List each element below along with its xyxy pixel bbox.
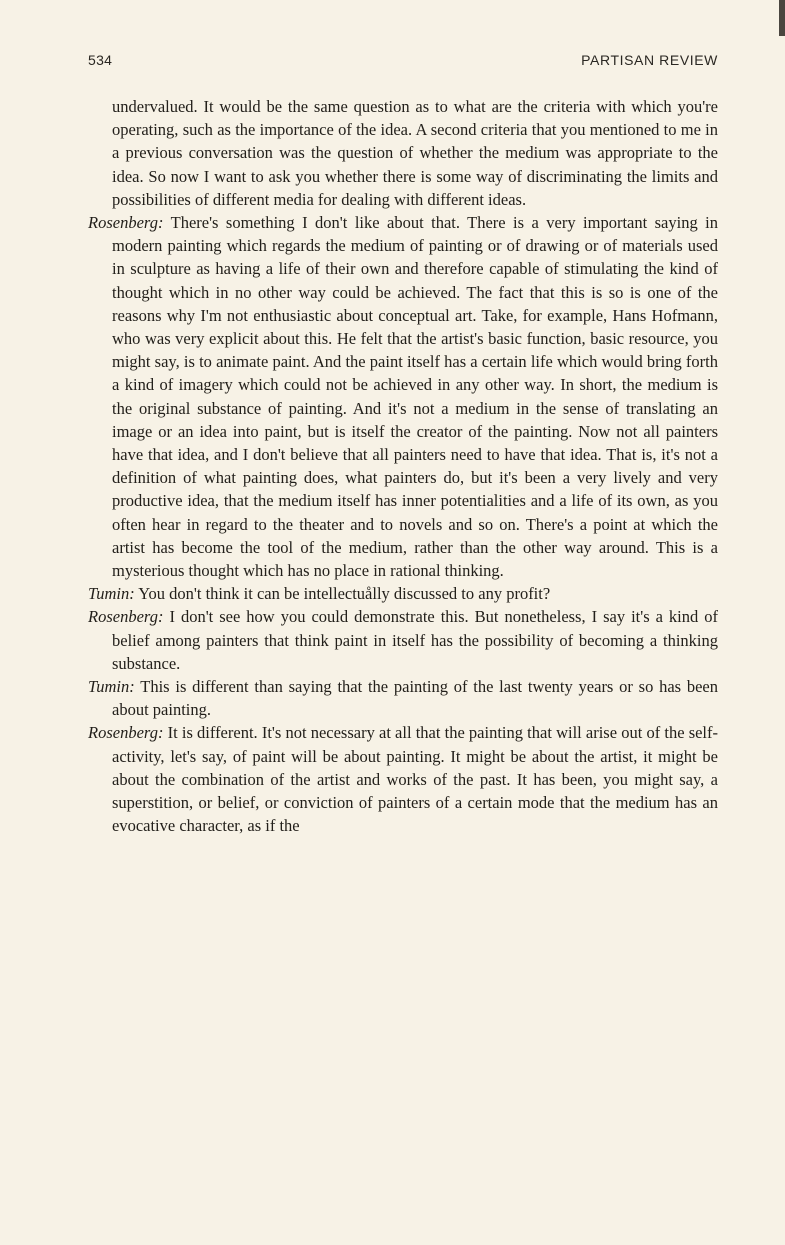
paragraph-text: It is different. It's not necessary at all that the painting that will arise out of the self-activity, let's say, of paint will be about painting. It might be about the artist, it might be about the combination of the artist and works of the past. It has been, you might say, a superstition, or belief, or conviction of painters of a certain mode that the medium has an evocative character, as if the [112, 723, 719, 836]
speaker-name: Tumin: [88, 677, 135, 697]
speaker-name: Tumin: [88, 584, 135, 604]
page-number: 534 [88, 52, 113, 68]
paragraph [88, 211, 718, 582]
paragraph-text: undervalued. It would be the same question as to what are the criteria with which you're operating, such as the importance of the idea. A second criteria that you mentioned to me in a previous conversation was the question of whether the medium was appropriate to the idea. So now I want to ask you whether there is some way of discriminating the limits and possibilities of different media for dealing with different ideas. [112, 97, 718, 209]
paragraph [88, 721, 718, 837]
paragraph-text: There's something I don't like about that. There is a very important saying in modern painting which regards the medium of painting or of drawing or of materials used in sculpture as having a life of their own and therefore capable of stimulating the kind of thought which in no other way could be achieved. The fact that this is so is one of the reasons why I'm not enthusiastic about conceptual art. Take, for example, Hans Hofmann, who was very explicit about this. He felt that the artist's basic function, basic resource, you might say, is to animate paint. And the paint itself has a certain life which would bring forth a kind of imagery which could not be achieved in any other way. In short, the medium is the original substance of painting. And it's not a medium in the sense of translating an image or an idea into paint, but is itself the creator of the painting. Now not all painters have that idea, and I don't believe that all painters need to have that idea. That is, it's not a definition of what painting does, what painters do, but it's been a very lively and very productive idea, that the medium itself has inner potentialities and a life of its own, as you often hear in regard to the theater and to novels and so on. There's a point at which the artist has become the tool of the medium, rather than the other way around. This is a mysterious thought which has no place in rational thinking. [112, 213, 718, 581]
paragraph [88, 605, 718, 675]
page-edge-mark [779, 0, 785, 36]
page-header [88, 52, 718, 72]
article-body [88, 95, 718, 838]
paragraph-text: I don't see how you could demonstrate this. But nonetheless, I say it's a kind of belief among painters that think paint in itself has the possibility of becoming a thinking substance. [112, 607, 719, 673]
paragraph [88, 675, 718, 721]
paragraph-text: You don't think it can be intellectuålly discussed to any profit? [138, 584, 551, 604]
speaker-name: Rosenberg: [88, 213, 164, 233]
speaker-name: Rosenberg: [88, 723, 164, 743]
paragraph [88, 95, 718, 211]
speaker-name: Rosenberg: [88, 607, 164, 627]
running-title: PARTISAN REVIEW [581, 52, 718, 68]
paragraph [88, 582, 718, 605]
paragraph-text: This is different than saying that the painting of the last twenty years or so has been about painting. [112, 677, 718, 720]
